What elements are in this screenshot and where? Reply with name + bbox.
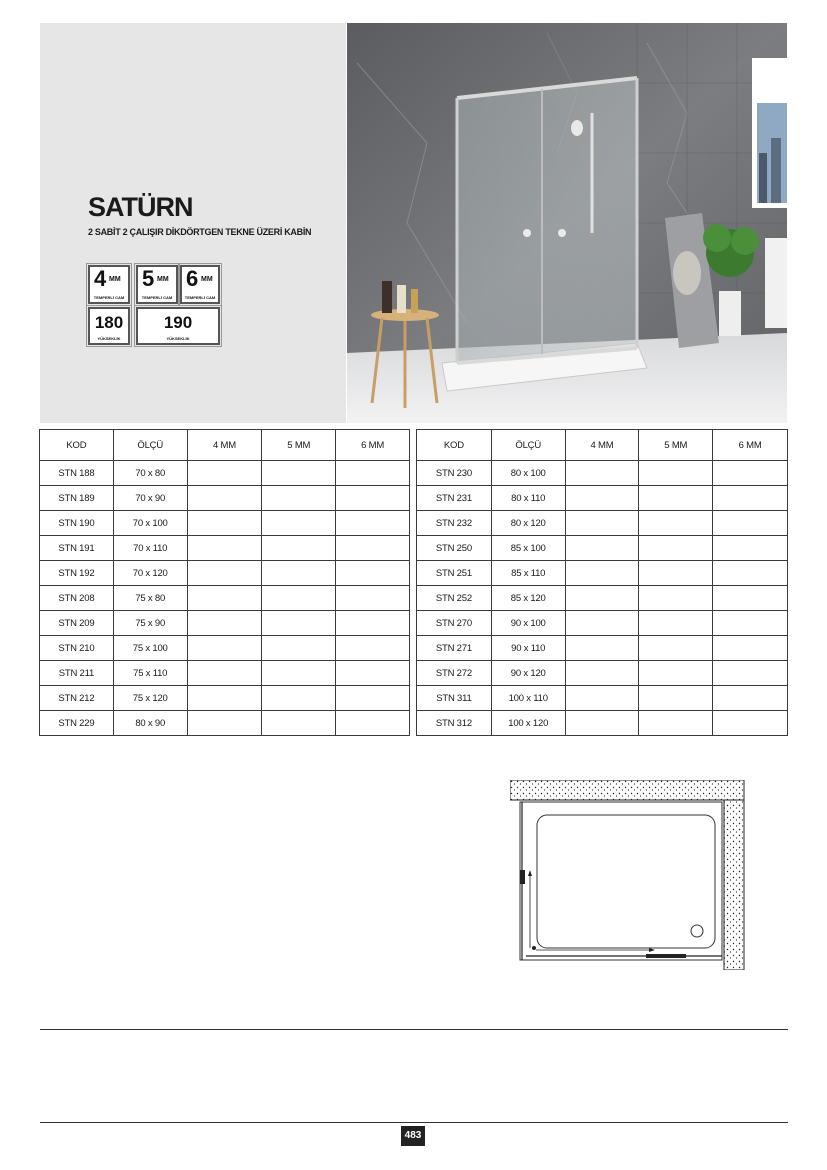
table-row bbox=[40, 686, 410, 711]
badge-5mm: 5 MM TEMPERLİ CAM bbox=[136, 265, 178, 304]
cell-size: 70 x 120 bbox=[113, 561, 187, 586]
cell-code: STN 271 bbox=[417, 636, 492, 661]
cell-4mm bbox=[565, 711, 639, 736]
cell-code: STN 229 bbox=[40, 711, 114, 736]
cell-5mm bbox=[262, 711, 336, 736]
cell-6mm bbox=[336, 536, 410, 561]
cell-size: 80 x 100 bbox=[491, 461, 565, 486]
cell-4mm bbox=[187, 661, 262, 686]
cell-code: STN 210 bbox=[40, 636, 114, 661]
cell-size: 85 x 120 bbox=[491, 586, 565, 611]
table-row bbox=[40, 561, 410, 586]
cell-5mm bbox=[639, 686, 713, 711]
cell-4mm bbox=[565, 686, 639, 711]
cell-code: STN 192 bbox=[40, 561, 114, 586]
cell-6mm bbox=[713, 561, 788, 586]
cell-4mm bbox=[565, 636, 639, 661]
cell-5mm bbox=[262, 461, 336, 486]
cell-6mm bbox=[713, 461, 788, 486]
cell-6mm bbox=[713, 661, 788, 686]
cell-4mm bbox=[187, 461, 262, 486]
cell-4mm bbox=[565, 461, 639, 486]
col-header-6mm: 6 MM bbox=[713, 430, 788, 461]
cell-6mm bbox=[713, 611, 788, 636]
cell-5mm bbox=[262, 586, 336, 611]
cell-code: STN 191 bbox=[40, 536, 114, 561]
cell-size: 100 x 120 bbox=[491, 711, 565, 736]
col-header-kod: KOD bbox=[417, 430, 492, 461]
cell-size: 80 x 110 bbox=[491, 486, 565, 511]
cell-code: STN 231 bbox=[417, 486, 492, 511]
cell-6mm bbox=[713, 636, 788, 661]
cell-code: STN 251 bbox=[417, 561, 492, 586]
cell-code: STN 270 bbox=[417, 611, 492, 636]
cell-code: STN 209 bbox=[40, 611, 114, 636]
product-title: SATÜRN bbox=[88, 192, 193, 222]
col-header-4mm: 4 MM bbox=[187, 430, 262, 461]
table-header-row bbox=[417, 430, 788, 461]
badge-4mm: 4 MM TEMPERLİ CAM bbox=[88, 265, 130, 304]
col-header-kod: KOD bbox=[40, 430, 114, 461]
cell-code: STN 211 bbox=[40, 661, 114, 686]
cell-code: STN 189 bbox=[40, 486, 114, 511]
table-row bbox=[417, 536, 788, 561]
cell-code: STN 272 bbox=[417, 661, 492, 686]
col-header-olcu: ÖLÇÜ bbox=[491, 430, 565, 461]
cell-code: STN 188 bbox=[40, 461, 114, 486]
cell-5mm bbox=[639, 511, 713, 536]
cell-4mm bbox=[565, 561, 639, 586]
cell-6mm bbox=[336, 486, 410, 511]
cell-6mm bbox=[336, 511, 410, 536]
cell-4mm bbox=[565, 486, 639, 511]
col-header-5mm: 5 MM bbox=[262, 430, 336, 461]
badge-height-180: 180 YÜKSEKLİK bbox=[88, 307, 130, 345]
cell-5mm bbox=[262, 661, 336, 686]
col-header-4mm: 4 MM bbox=[565, 430, 639, 461]
cabin-plan-diagram bbox=[510, 780, 746, 970]
table-row bbox=[417, 711, 788, 736]
cell-size: 70 x 80 bbox=[113, 461, 187, 486]
header-panel bbox=[40, 23, 346, 423]
page-number: 483 bbox=[401, 1126, 425, 1146]
cell-6mm bbox=[713, 486, 788, 511]
divider-line bbox=[40, 1029, 788, 1030]
cell-size: 70 x 110 bbox=[113, 536, 187, 561]
table-row bbox=[417, 586, 788, 611]
shower-cabin-illustration bbox=[347, 23, 787, 423]
cell-size: 85 x 110 bbox=[491, 561, 565, 586]
col-header-5mm: 5 MM bbox=[639, 430, 713, 461]
table-row bbox=[40, 586, 410, 611]
table-row bbox=[40, 711, 410, 736]
cell-size: 90 x 120 bbox=[491, 661, 565, 686]
cell-size: 75 x 110 bbox=[113, 661, 187, 686]
cell-5mm bbox=[262, 686, 336, 711]
cell-size: 90 x 110 bbox=[491, 636, 565, 661]
cell-6mm bbox=[713, 536, 788, 561]
cell-5mm bbox=[639, 486, 713, 511]
cell-code: STN 312 bbox=[417, 711, 492, 736]
cell-6mm bbox=[336, 686, 410, 711]
product-subtitle: 2 SABİT 2 ÇALIŞIR DİKDÖRTGEN TEKNE ÜZERİ KABİN bbox=[88, 227, 312, 237]
cell-4mm bbox=[565, 511, 639, 536]
table-row bbox=[417, 486, 788, 511]
cell-code: STN 190 bbox=[40, 511, 114, 536]
cell-5mm bbox=[639, 536, 713, 561]
cell-5mm bbox=[639, 561, 713, 586]
table-row bbox=[40, 486, 410, 511]
cell-6mm bbox=[336, 461, 410, 486]
cell-6mm bbox=[713, 686, 788, 711]
badge-6mm: 6 MM TEMPERLİ CAM bbox=[180, 265, 220, 304]
table-row bbox=[40, 461, 410, 486]
cell-4mm bbox=[187, 636, 262, 661]
cell-5mm bbox=[262, 636, 336, 661]
footer-line bbox=[40, 1122, 788, 1123]
col-header-6mm: 6 MM bbox=[336, 430, 410, 461]
cell-6mm bbox=[336, 636, 410, 661]
cell-4mm bbox=[565, 611, 639, 636]
table-row bbox=[417, 661, 788, 686]
product-photo bbox=[347, 23, 787, 423]
cell-size: 85 x 100 bbox=[491, 536, 565, 561]
table-row bbox=[40, 511, 410, 536]
cell-size: 80 x 90 bbox=[113, 711, 187, 736]
table-header-row bbox=[40, 430, 410, 461]
cell-4mm bbox=[187, 511, 262, 536]
col-header-olcu: ÖLÇÜ bbox=[113, 430, 187, 461]
cell-4mm bbox=[187, 536, 262, 561]
cell-4mm bbox=[187, 686, 262, 711]
table-row bbox=[417, 611, 788, 636]
cell-5mm bbox=[639, 611, 713, 636]
cell-6mm bbox=[336, 561, 410, 586]
cell-size: 80 x 120 bbox=[491, 511, 565, 536]
cell-size: 75 x 80 bbox=[113, 586, 187, 611]
badge-height-190: 190 YÜKSEKLİK bbox=[136, 307, 220, 345]
cell-4mm bbox=[187, 611, 262, 636]
spec-table-right bbox=[416, 429, 788, 736]
cell-size: 100 x 110 bbox=[491, 686, 565, 711]
cell-4mm bbox=[565, 586, 639, 611]
table-row bbox=[417, 461, 788, 486]
cell-5mm bbox=[262, 486, 336, 511]
cell-4mm bbox=[565, 661, 639, 686]
spec-table-left bbox=[39, 429, 410, 736]
cell-size: 70 x 90 bbox=[113, 486, 187, 511]
table-row bbox=[40, 536, 410, 561]
cell-code: STN 230 bbox=[417, 461, 492, 486]
cell-code: STN 250 bbox=[417, 536, 492, 561]
table-row bbox=[417, 511, 788, 536]
cell-6mm bbox=[713, 586, 788, 611]
cell-5mm bbox=[262, 511, 336, 536]
table-row bbox=[417, 686, 788, 711]
cell-6mm bbox=[713, 511, 788, 536]
cell-5mm bbox=[639, 661, 713, 686]
cell-code: STN 252 bbox=[417, 586, 492, 611]
cell-5mm bbox=[639, 636, 713, 661]
cell-5mm bbox=[262, 611, 336, 636]
table-row bbox=[40, 661, 410, 686]
cell-code: STN 232 bbox=[417, 511, 492, 536]
cell-code: STN 208 bbox=[40, 586, 114, 611]
cell-size: 75 x 120 bbox=[113, 686, 187, 711]
cell-5mm bbox=[262, 536, 336, 561]
cell-4mm bbox=[565, 536, 639, 561]
cell-code: STN 212 bbox=[40, 686, 114, 711]
cell-4mm bbox=[187, 486, 262, 511]
cell-4mm bbox=[187, 586, 262, 611]
cell-6mm bbox=[336, 611, 410, 636]
table-row bbox=[40, 636, 410, 661]
cell-5mm bbox=[262, 561, 336, 586]
cell-5mm bbox=[639, 586, 713, 611]
cell-5mm bbox=[639, 711, 713, 736]
table-row bbox=[40, 611, 410, 636]
cell-size: 70 x 100 bbox=[113, 511, 187, 536]
cell-4mm bbox=[187, 561, 262, 586]
cell-6mm bbox=[336, 586, 410, 611]
cell-code: STN 311 bbox=[417, 686, 492, 711]
cell-size: 75 x 100 bbox=[113, 636, 187, 661]
cell-6mm bbox=[713, 711, 788, 736]
cell-5mm bbox=[639, 461, 713, 486]
cell-size: 90 x 100 bbox=[491, 611, 565, 636]
cell-4mm bbox=[187, 711, 262, 736]
cell-6mm bbox=[336, 711, 410, 736]
cell-6mm bbox=[336, 661, 410, 686]
table-row bbox=[417, 561, 788, 586]
cell-size: 75 x 90 bbox=[113, 611, 187, 636]
table-row bbox=[417, 636, 788, 661]
